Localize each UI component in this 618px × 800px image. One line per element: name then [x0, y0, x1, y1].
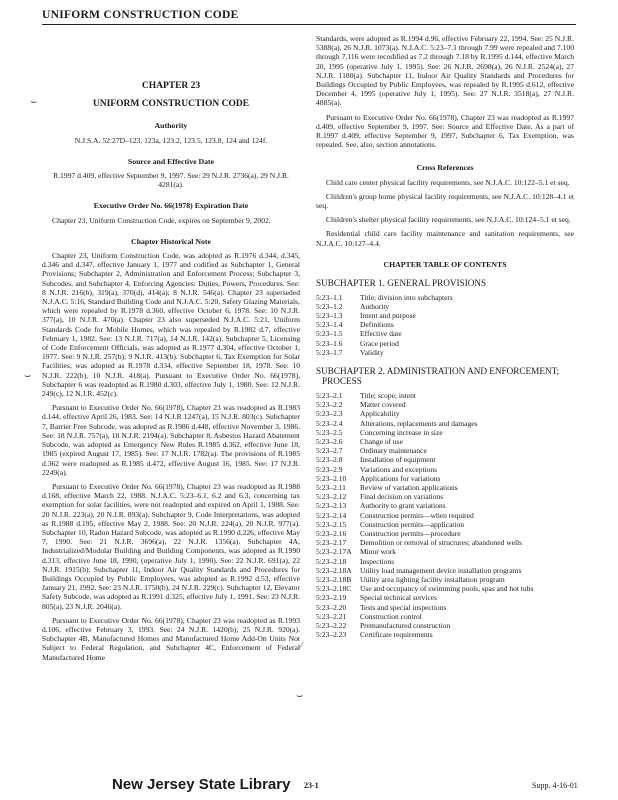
toc-heading: CHAPTER TABLE OF CONTENTS — [383, 259, 507, 269]
toc-entry — [316, 465, 574, 474]
margin-mark: ⌣ — [296, 690, 304, 702]
toc-section-number: 5:23–1.3 — [316, 310, 343, 320]
toc-section-number: 5:23–2.22 — [316, 621, 347, 631]
toc-entry — [316, 329, 574, 338]
toc-entry — [316, 455, 574, 464]
toc-section-title: Review of variation applications — [360, 483, 458, 493]
toc-section-title: Use and occupancy of swimming pools, spas and hot tubs — [360, 584, 534, 594]
authority-heading: Authority — [154, 121, 188, 131]
toc-entry — [316, 492, 574, 501]
toc-section-title: Final decision on variations — [360, 492, 444, 502]
toc-section-number: 5:23–2.6 — [316, 437, 343, 446]
toc-entry — [316, 428, 574, 437]
toc-section-number: 5:23–1.5 — [316, 329, 343, 339]
toc-entry — [316, 311, 574, 320]
toc-section-number: 5:23–2.12 — [316, 492, 347, 502]
toc-entry — [316, 339, 574, 348]
toc-entry — [316, 409, 574, 418]
toc-section-number: 5:23–2.9 — [316, 464, 343, 474]
cross-reference-item: Residential child care facility maintenance and sanitation requirements, see N.J.A.C. 10:127–4.4. — [316, 229, 574, 248]
toc-section-number: 5:23–2.19 — [316, 593, 347, 603]
toc-section-number: 5:23–2.10 — [316, 473, 347, 483]
toc-section-number: 5:23–1.4 — [316, 320, 343, 330]
toc-section-number: 5:23–2.8 — [316, 455, 343, 465]
toc-section-number: 5:23–2.16 — [316, 529, 347, 539]
toc-entry — [316, 538, 574, 547]
toc-entry — [316, 293, 574, 302]
toc-entry — [316, 630, 574, 639]
cross-reference-item: Children's shelter physical facility requirements, see N.J.A.C. 10:124–5.1 et seq. — [326, 215, 571, 225]
toc-section-number: 5:23–2.13 — [316, 501, 347, 511]
toc-entry — [316, 621, 574, 630]
toc-section-title: Applicability — [360, 409, 400, 419]
chapter-number: CHAPTER 23 — [141, 81, 201, 91]
toc-entry — [316, 593, 574, 602]
toc-entry — [316, 400, 574, 409]
page-number: 23-1 — [304, 781, 319, 790]
running-head: UNIFORM CONSTRUCTION CODE — [42, 9, 239, 21]
toc-entry — [316, 474, 574, 483]
toc-entry — [316, 584, 574, 593]
toc-section-title: Construction control — [360, 611, 422, 621]
history-paragraph: Pursuant to Executive Order No. 66(1978), Chapter 23 was readopted as R.1983 d.144, effective April 26, 1983. See: 14 N.J.R 1247(a), 15 N.J.R. 803(c). Subchapter 7, Barrier Free Subcode, was adopted as R.1986 d.448, effective November 3, 1986. See: 18 N.J.R. 757(a), 18 N.J.R. 2194(a). Subchapter 8, Asbestos Hazard Abatement Subcode, was adopted as Emergency New Rules R.1985 d.362, effective June 18, 1985 (expired August 17, 1985). See: 17 N.J.R. 1782(a). The provisions of R.1985 d.362 were readopted as R.1985 d.472, effective August 16, 1985. See: 17 N.J.R. 2249(a). — [42, 403, 300, 477]
toc-section-number: 5:23–2.18A — [316, 565, 352, 575]
toc-entry — [316, 348, 574, 357]
expiration-heading: Executive Order No. 66(1978) Expiration Date — [93, 201, 249, 211]
toc-section-number: 5:23–2.18 — [316, 556, 347, 566]
toc-section-number: 5:23–2.7 — [316, 446, 343, 456]
toc-entry — [316, 520, 574, 529]
toc-section-title: Certificate requirements — [360, 630, 433, 640]
source-text: R.1997 d.409, effective September 9, 1997. See: 29 N.J.R. 2736(a), 29 N.J.R. 4281(a). — [53, 171, 289, 190]
toc-section-title: Utility area lighting facility installation program — [360, 575, 505, 585]
chapter-title: UNIFORM CONSTRUCTION CODE — [92, 99, 250, 110]
toc-section-title: Change of use — [360, 437, 403, 446]
toc-section-title: Definitions — [360, 320, 394, 330]
toc-section-number: 5:23–2.21 — [316, 611, 347, 621]
margin-mark: ⁄ — [300, 640, 302, 652]
margin-mark: ⌣ — [30, 96, 38, 108]
toc-entry — [316, 437, 574, 446]
toc-section-title: Intent and purpose — [360, 310, 416, 320]
toc-section-title: Construction permits—procedure — [360, 529, 461, 539]
source-heading: Source and Effective Date — [127, 156, 215, 166]
toc-section-title: Title; scope; intent — [360, 390, 416, 400]
toc-section-title: Demolition or removal of structures; abandoned wells — [360, 538, 523, 548]
toc-entry — [316, 419, 574, 428]
toc-section-title: Special technical services — [360, 593, 438, 603]
toc-entry — [316, 302, 574, 311]
toc-section-number: 5:23–2.5 — [316, 427, 343, 437]
toc-section-title: Applications for variations — [360, 473, 441, 483]
cross-references-heading: Cross References — [416, 163, 474, 173]
subchapter-2-title: SUBCHAPTER 2. ADMINISTRATION AND ENFORCEMENT; PROCESS — [316, 365, 560, 387]
toc-section-number: 5:23–1.2 — [316, 301, 343, 311]
history-continued: Standards, were adopted as R.1994 d.96, effective February 22, 1994. See: 25 N.J.R. 5388(a), 26 N.J.R. 1073(a). N.J.A.C. 5:23–7.1 through 7.99 were repealed and 7.100 through 7.116 were recodified as 7.2 through 7.18 by R.1995 d.144, effective March 20, 1995 (operative July 1, 1995). See: 26 N.J.R. 2698(a), 26 N.J.R. 2524(a), 27 N.J.R. 1180(a). Subchapter 11, Indoor Air Quality Standards and Procedures for Buildings Occupied by Public Employees, was repealed by R.1995 d.612, effective December 4, 1995 (operative July 1, 1995). See: 27 N.J.R. 3518(a), 27 N.J.R. 4885(a). — [316, 34, 574, 108]
header-rule — [42, 24, 576, 25]
margin-mark: ⌣ — [24, 370, 32, 382]
toc-section-number: 5:23–2.18C — [316, 584, 352, 594]
toc-entry — [316, 483, 574, 492]
toc-subchapter-2 — [316, 391, 574, 639]
cross-reference-item: Child care center physical facility requirements, see N.J.A.C. 10:122–5.1 et seq. — [326, 177, 570, 187]
expiration-text: Chapter 23, Uniform Construction Code, expires on September 9, 2002. — [52, 215, 271, 225]
toc-entry — [316, 566, 574, 575]
toc-entry — [316, 391, 574, 400]
authority-text: N.J.S.A. 52:27D–123, 123a, 123.2, 123.5, 123.8, 124 and 124f. — [74, 135, 268, 145]
toc-section-number: 5:23–2.17A — [316, 547, 352, 557]
toc-entry — [316, 557, 574, 566]
toc-entry — [316, 320, 574, 329]
history-paragraph: Pursuant to Executive Order No. 66(1978), Chapter 23 was readopted as R.1993 d.106, effective February 3, 1993. See: 24 N.J.R. 1420(b), 25 N.J.R. 920(a). Subchapter 4B, Manufactured Homes and Manufactured Home Add-On Units Not Subject to Federal Regulation, and Subchapter 4C, Enforcement of Federal Manufactured Home — [42, 615, 300, 662]
left-column — [42, 34, 300, 662]
history-paragraph: Chapter 23, Uniform Construction Code, was adopted as R.1976 d.344, d.345, d.346 and d.347, effective January 1, 1977 and codified as Subchapter 1, General Provisions; Subchapter 2, Administration and Enforcement Process; Subchapter 3, Subcodes, and Subchapter 4, Enforcing Agencies: Duties, Powers, Procedures. See: 8 N.J.R. 216(b), 319(a), 370(d), 414(a); 8 N.J.R. 546(a). Chapter 23 superseded N.J.A.C. 5:16, Standard Building Code and N.J.A.C. 5:20, Safety Glazing Materials, which were repealed by R.1978 d.360, effective October 6, 1978. See: 10 N.J.R. 377(a), 10 N.J.R. 470(a). Chapter 23 also superseded N.J.A.C. 5:21, Uniform Standards Code for Mobile Homes, which was repealed by R.1982 d.7, effective February 1, 1982. See: 13 N.J.R. 717(a), 14 N.J.R. 142(a). Subchapter 5, Licensing of Code Enforcement Officials, was adopted as R.1977 d.304, effective October 1, 1977. See: 9 N.J.R. 257(b); 9 N.J.R. 413(b). Subchapter 6, Tax Exemption for Solar Facilities, was adopted as R.1978 d.334, effective September 18, 1978. See: 10 N.J.R. 222(b), 10 N.J.R. 418(a). Pursuant to Executive Order No. 66(1978), Subchapter 6 was readopted as R.1980 d.303, effective July 1, 1980. See: 12 N.J.R. 249(c), 12 N.J.R. 452(c). — [42, 251, 300, 399]
history-heading: Chapter Historical Note — [131, 236, 211, 246]
toc-section-title: Authority to grant variations — [360, 501, 446, 511]
toc-section-title: Ordinary maintenance — [360, 446, 427, 456]
supplement-date: Supp. 4-16-01 — [532, 781, 578, 790]
toc-section-number: 5:23–1.6 — [316, 338, 343, 348]
toc-section-title: Grace period — [360, 338, 399, 348]
toc-section-number: 5:23–2.1 — [316, 390, 343, 400]
toc-section-title: Effective date — [360, 329, 402, 339]
toc-section-title: Construction permits—application — [360, 519, 464, 529]
toc-section-number: 5:23–2.2 — [316, 400, 343, 410]
toc-section-number: 5:23–1.7 — [316, 347, 343, 357]
toc-section-title: Title; division into subchapters — [360, 292, 453, 302]
toc-entry — [316, 547, 574, 556]
toc-subchapter-1 — [316, 293, 574, 357]
toc-section-title: Installation of equipment — [360, 455, 436, 465]
toc-section-title: Utility load management device installation programs — [360, 565, 522, 575]
toc-section-title: Premanufactured construction — [360, 621, 451, 631]
toc-section-number: 5:23–2.3 — [316, 409, 343, 419]
toc-entry — [316, 529, 574, 538]
toc-section-title: Construction permits—when required — [360, 510, 474, 520]
toc-section-number: 5:23–2.14 — [316, 510, 347, 520]
toc-section-number: 5:23–1.1 — [316, 292, 343, 302]
toc-entry — [316, 511, 574, 520]
toc-entry — [316, 612, 574, 621]
toc-section-title: Minor work — [360, 547, 397, 557]
cross-reference-item: Children's group home physical facility requirements, see N.J.A.C. 10:128–4.1 et seq. — [316, 191, 574, 211]
toc-section-number: 5:23–2.20 — [316, 602, 347, 612]
toc-entry — [316, 446, 574, 455]
toc-section-title: Tests and special inspections — [360, 602, 447, 612]
toc-section-title: Matter covered — [360, 400, 406, 410]
toc-entry — [316, 575, 574, 584]
toc-section-title: Concerning increase in size — [360, 427, 443, 437]
toc-entry — [316, 603, 574, 612]
history-paragraph: Pursuant to Executive Order No. 66(1978), Chapter 23 was readopted as R.1988 d.168, effective March 22, 1988. N.J.A.C. 5:23–6.1, 6.2 and 6.3, concerning tax exemption for solar facilities, were not readopted and expired on April 1, 1988. See: 20 N.J.R. 223(a), 20 N.J.R. 893(a). Subchapter 9, Code Interpretations, was adopted as R.1988 d.195, effective May 2, 1988. See: 20 N.J.R. 224(a), 20 N.J.R. 977(a). Subchapter 10, Radon Hazard Subcode, was adopted as R.1990 d.226, effective May 7, 1990. See: 21 N.J.R. 3696(a), 22 N.J.R. 1356(a). Subchapter 4A, Industrialized/Modular Building and Building Components, was adopted as R.1990 d.313, effective June 18, 1990, (operative July 1, 1990). See: 22 N.J.R. 691(a), 22 N.J.R. 1915(b). Subchapter 11, Indoor Air Quality Standards and Procedures for Buildings Occupied by Public Employees, was adopted as R.1992 d.53, effective January 21, 1992. See: 23 N.J.R. 1750(b), 24 N.J.R. 229(c). Subchapter 12, Elevator Safety Subcode, was adopted as R.1991 d.325, effective July 1, 1991. See: 23 N.J.R. 805(a), 23 N.J.R. 2046(a). — [42, 481, 300, 611]
toc-section-number: 5:23–2.23 — [316, 630, 347, 640]
toc-section-number: 5:23–2.11 — [316, 483, 346, 493]
subchapter-1-title: SUBCHAPTER 1. GENERAL PROVISIONS — [316, 278, 487, 289]
toc-section-title: Validity — [360, 347, 384, 357]
toc-section-title: Alterations, replacements and damages — [360, 418, 478, 428]
history-paragraph: Pursuant to Executive Order No. 66(1978), Chapter 23 was readopted as R.1997 d.409, effective September 9, 1997. See: Source and Effective Date. As a part of R.1997 d.409, effective September 9, 1997, Subchapter 6, Tax Exemption, was repealed. See, also, section annotations. — [316, 112, 574, 150]
toc-section-number: 5:23–2.4 — [316, 418, 343, 428]
library-watermark: New Jersey State Library — [112, 776, 291, 793]
toc-section-number: 5:23–2.17 — [316, 538, 347, 548]
toc-section-title: Authority — [360, 301, 390, 311]
toc-section-number: 5:23–2.15 — [316, 519, 347, 529]
toc-section-title: Inspections — [360, 556, 395, 566]
toc-section-title: Variations and exceptions — [360, 464, 438, 474]
right-column — [316, 34, 574, 639]
toc-entry — [316, 501, 574, 510]
toc-section-number: 5:23–2.18B — [316, 575, 352, 585]
